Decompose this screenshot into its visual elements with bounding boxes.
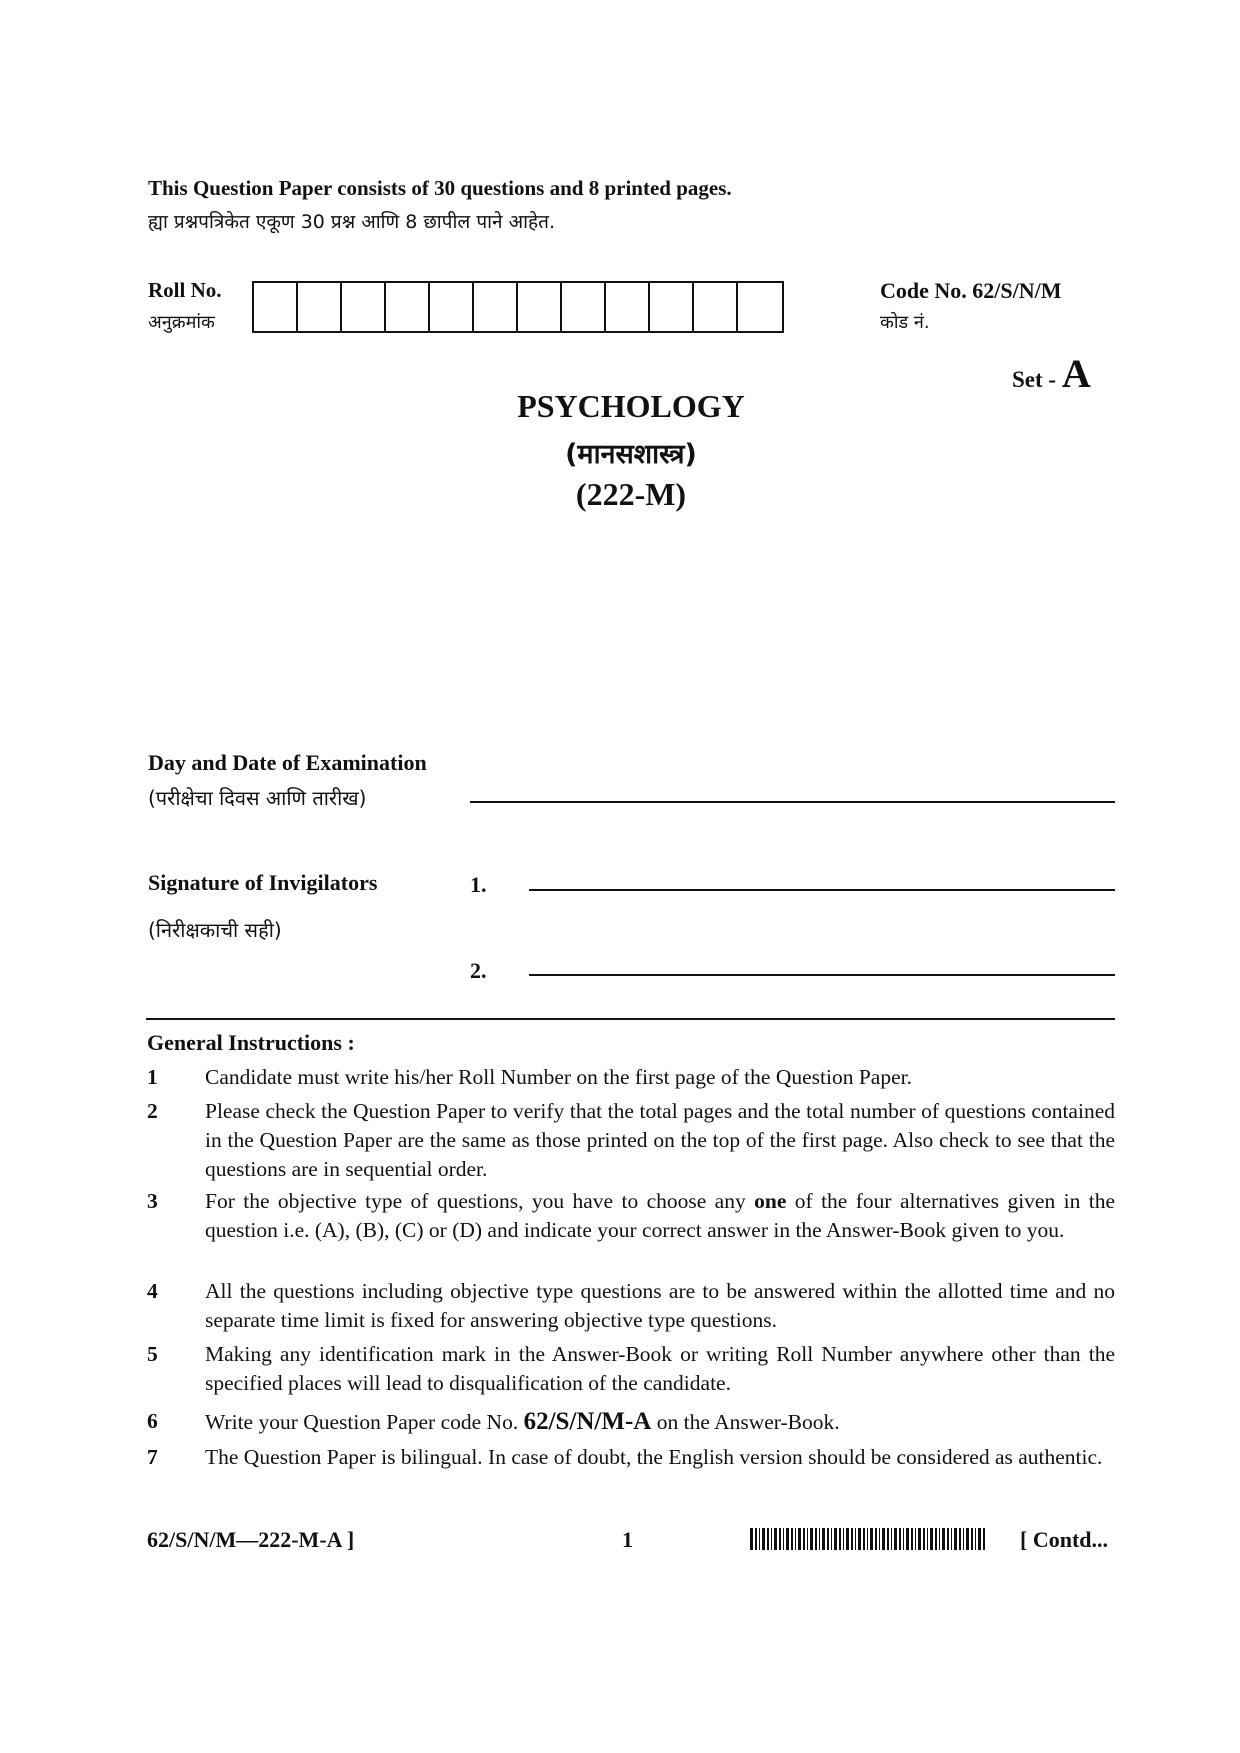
roll-digit-box[interactable] bbox=[386, 283, 430, 331]
instruction-number: 6 bbox=[147, 1409, 158, 1433]
barcode-icon bbox=[750, 1528, 986, 1550]
instruction-number: 3 bbox=[147, 1189, 158, 1213]
exam-date-label-mr: (परीक्षेचा दिवस आणि तारीख) bbox=[148, 786, 367, 810]
roll-digit-box[interactable] bbox=[298, 283, 342, 331]
instruction-emphasis: one bbox=[754, 1189, 787, 1213]
roll-digit-box[interactable] bbox=[562, 283, 606, 331]
page-number: 1 bbox=[622, 1527, 633, 1552]
instruction-text: For the objective type of questions, you have to choose any one of the four alternatives given in the question i.e. (A), (B), (C) or (D) and indicate your correct answer in the Answer-Book given to you. bbox=[205, 1189, 1115, 1242]
exam-date-line[interactable] bbox=[470, 801, 1115, 803]
instruction-text: The Question Paper is bilingual. In case of doubt, the English version should be considered as authentic. bbox=[205, 1445, 1103, 1469]
instruction-number: 2 bbox=[147, 1099, 158, 1123]
invigilator-slot-1-number: 1. bbox=[470, 872, 487, 897]
roll-digit-box[interactable] bbox=[694, 283, 738, 331]
code-number-label-mr: कोड नं. bbox=[880, 312, 930, 333]
roll-digit-box[interactable] bbox=[474, 283, 518, 331]
roll-digit-box[interactable] bbox=[342, 283, 386, 331]
instruction-number: 7 bbox=[147, 1445, 158, 1469]
invigilator-slot-2-number: 2. bbox=[470, 958, 487, 983]
instruction-text: All the questions including objective type questions are to be answered within the allotted time and no separate time limit is fixed for answering objective type questions. bbox=[205, 1279, 1115, 1332]
roll-number-label-mr: अनुक्रमांक bbox=[148, 312, 215, 333]
footer-paper-code: 62/S/N/M—222-M-A ] bbox=[147, 1527, 355, 1552]
page-count-line-mr: ह्या प्रश्नपत्रिकेत एकूण 30 प्रश्न आणि 8 छापील पाने आहेत. bbox=[148, 211, 555, 233]
continued-marker: [ Contd... bbox=[1020, 1527, 1109, 1552]
code-number-value: 62/S/N/M bbox=[972, 278, 1062, 303]
instruction-text: Candidate must write his/her Roll Number on the first page of the Question Paper. bbox=[205, 1065, 912, 1089]
code-number-label: Code No. bbox=[880, 278, 967, 303]
subject-code: (222-M) bbox=[575, 476, 687, 512]
roll-number-boxes[interactable] bbox=[252, 281, 784, 333]
instructions-title: General Instructions : bbox=[147, 1030, 355, 1055]
roll-digit-box[interactable] bbox=[650, 283, 694, 331]
invigilator-signature-label-mr: (निरीक्षकाची सही) bbox=[148, 918, 282, 942]
instruction-number: 5 bbox=[147, 1342, 158, 1366]
subject-title: PSYCHOLOGY bbox=[517, 388, 745, 424]
instruction-number: 1 bbox=[147, 1065, 158, 1089]
page-count-line-en: This Question Paper consists of 30 questions and 8 printed pages. bbox=[148, 176, 732, 200]
invigilator-signature-label: Signature of Invigilators bbox=[148, 870, 378, 895]
invigilator-signature-line-1[interactable] bbox=[529, 889, 1115, 891]
question-paper-code: 62/S/N/M-A bbox=[523, 1408, 652, 1435]
roll-number-label: Roll No. bbox=[148, 278, 222, 302]
code-number bbox=[880, 278, 1062, 304]
instruction-text: Please check the Question Paper to verify that the total pages and the total number of questions contained in the Question Paper are the same as those printed on the top of the first page. Also check to see that the questions are in sequential order. bbox=[205, 1099, 1115, 1181]
roll-digit-box[interactable] bbox=[738, 283, 782, 331]
invigilator-signature-line-2[interactable] bbox=[529, 974, 1115, 976]
exam-date-label: Day and Date of Examination bbox=[148, 750, 427, 775]
roll-digit-box[interactable] bbox=[430, 283, 474, 331]
set-value: A bbox=[1061, 351, 1091, 396]
instruction-text: Making any identification mark in the Answer-Book or writing Roll Number anywhere other than the specified places will lead to disqualification of the candidate. bbox=[205, 1342, 1115, 1395]
roll-digit-box[interactable] bbox=[518, 283, 562, 331]
instruction-text: Write your Question Paper code No. 62/S/N/M-A on the Answer-Book. bbox=[205, 1408, 840, 1435]
instruction-number: 4 bbox=[147, 1279, 158, 1303]
subject-title-mr: (मानसशास्त्र) bbox=[565, 439, 697, 470]
roll-digit-box[interactable] bbox=[606, 283, 650, 331]
section-divider bbox=[146, 1018, 1115, 1020]
set-label: Set - bbox=[1012, 367, 1062, 392]
roll-digit-box[interactable] bbox=[254, 283, 298, 331]
